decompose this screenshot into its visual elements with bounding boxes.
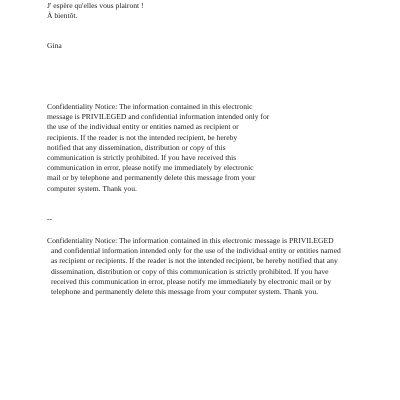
closing-line-1: J' espère qu'elles vous plairont ! [47, 1, 144, 10]
notice-line: recipients. If the reader is not the intended recipient, be hereby [47, 132, 238, 142]
notice-line: dissemination, distribution or copy of this communication is strictly prohibited. If you have [51, 266, 329, 276]
notice-line: mail or by telephone and permanently delete this message from your [47, 173, 256, 183]
signature-separator: -- [47, 214, 53, 223]
notice-line: Confidentiality Notice: The information contained in this electronic message is PRIVILEGED [47, 236, 334, 245]
closing-line-2: À bientôt. [47, 11, 78, 20]
notice-line: message is PRIVILEGED and confidential information intended only for [47, 112, 270, 122]
notice-line: and confidential information intended only for the use of the individual entity or entities named [51, 246, 341, 256]
signature-name: Gina [47, 41, 62, 50]
notice-line: telephone and permanently delete this message from your computer system. Thank you. [51, 286, 319, 296]
notice-line: communication in error, please notify me immediately by electronic [47, 163, 254, 173]
confidentiality-notice-wide [47, 236, 341, 297]
notice-line: the use of the individual entity or entities named as recipient or [47, 122, 239, 132]
notice-line: received this communication in error, please notify me immediately by electronic mail or by [51, 276, 332, 286]
notice-line: communication is strictly prohibited. If you have received this [47, 152, 237, 162]
notice-line: notified that any dissemination, distribution or copy of this [47, 142, 226, 152]
notice-line: computer system. Thank you. [47, 183, 137, 193]
notice-line: as recipient or recipients. If the reader is not the intended recipient, be hereby notified that any [51, 256, 338, 266]
notice-line: Confidentiality Notice: The information contained in this electronic [47, 102, 253, 111]
confidentiality-notice-narrow [47, 102, 269, 194]
